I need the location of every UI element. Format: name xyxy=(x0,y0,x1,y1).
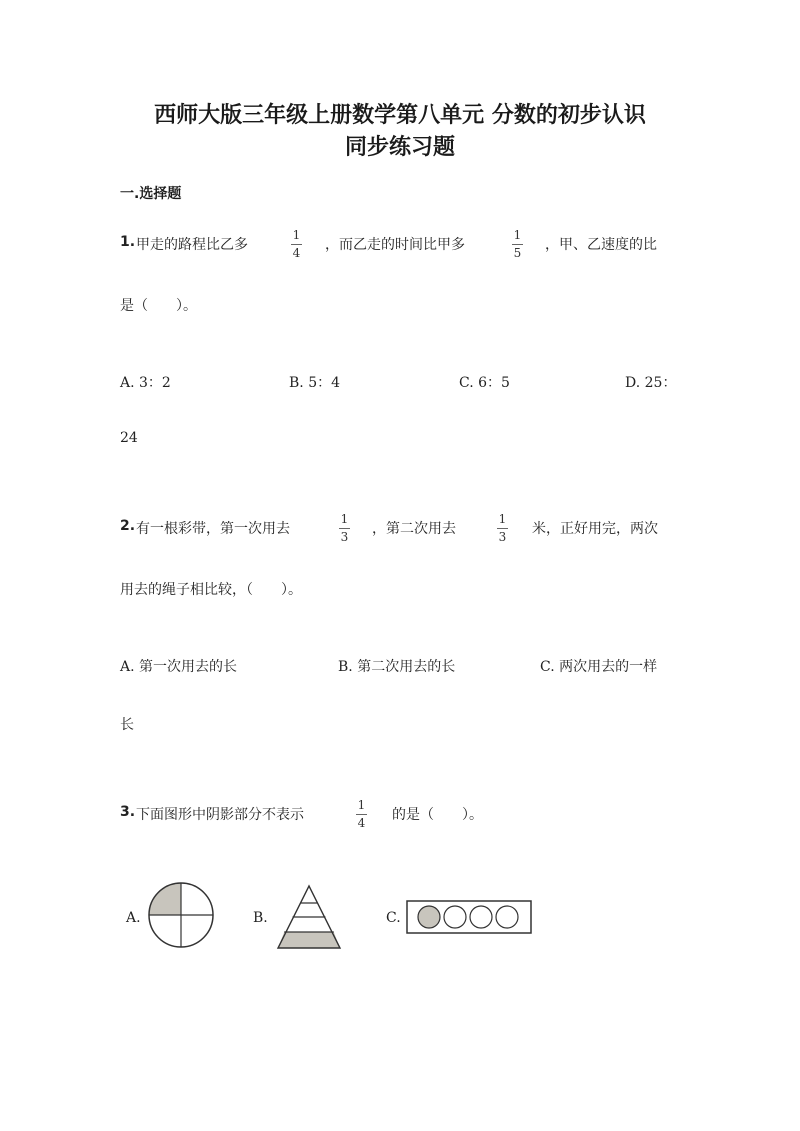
fraction-one-quarter xyxy=(356,798,367,830)
figure-b-label[interactable]: B. xyxy=(253,910,268,926)
option-c[interactable]: C. 两次用去的一样 xyxy=(540,659,658,675)
question-text: 米，正好用完，两次 xyxy=(532,521,658,537)
question-text: ，而乙走的时间比甲多 xyxy=(325,237,465,253)
page-title-line2: 同步练习题 xyxy=(344,135,455,160)
shaded-band xyxy=(278,932,340,948)
figure-a-label[interactable]: A. xyxy=(126,910,141,926)
figure-c-circles[interactable] xyxy=(405,893,533,941)
figure-a-circle[interactable] xyxy=(146,880,216,950)
fraction-one-fifth xyxy=(512,228,523,260)
option-b[interactable]: B. 5：4 xyxy=(289,375,341,391)
fraction-numerator: 1 xyxy=(498,512,507,526)
fraction-one-quarter xyxy=(291,228,302,260)
circle xyxy=(444,906,466,928)
fraction-numerator: 1 xyxy=(513,228,522,242)
question-number: 1. xyxy=(120,234,136,250)
figure-b-triangle[interactable] xyxy=(276,884,342,950)
option-d[interactable]: D. 25： xyxy=(625,375,677,391)
question-text: 的是（ ）。 xyxy=(392,807,483,823)
question-number: 2. xyxy=(120,518,136,534)
page-title-line1: 西师大版三年级上册数学第八单元 分数的初步认识 xyxy=(154,103,646,128)
fraction-bar xyxy=(291,244,302,245)
fraction-bar xyxy=(497,528,508,529)
figure-c-label[interactable]: C. xyxy=(386,910,401,926)
shaded-circle xyxy=(418,906,440,928)
fraction-one-third xyxy=(497,512,508,544)
fraction-numerator: 1 xyxy=(357,798,366,812)
question-text-line2: 用去的绳子相比较，（ ）。 xyxy=(120,582,302,598)
fraction-denominator: 3 xyxy=(498,530,507,544)
fraction-numerator: 1 xyxy=(340,512,349,526)
question-text: 甲走的路程比乙多 xyxy=(136,237,248,253)
option-c[interactable]: C. 6：5 xyxy=(459,375,510,391)
option-a[interactable]: A. 第一次用去的长 xyxy=(120,659,238,675)
fraction-bar xyxy=(512,244,523,245)
option-c-continued: 长 xyxy=(120,717,134,733)
question-text: ，第二次用去 xyxy=(372,521,456,537)
question-text: 下面图形中阴影部分不表示 xyxy=(136,807,304,823)
fraction-denominator: 5 xyxy=(513,246,522,260)
question-text: 有一根彩带，第一次用去 xyxy=(136,521,290,537)
question-text: ，甲、乙速度的比 xyxy=(545,237,657,253)
circle xyxy=(470,906,492,928)
fraction-bar xyxy=(356,814,367,815)
question-text-line2: 是（ ）。 xyxy=(120,298,197,314)
fraction-denominator: 4 xyxy=(292,246,301,260)
fraction-denominator: 3 xyxy=(340,530,349,544)
option-a[interactable]: A. 3：2 xyxy=(120,375,171,391)
fraction-numerator: 1 xyxy=(292,228,301,242)
option-b[interactable]: B. 第二次用去的长 xyxy=(338,659,456,675)
fraction-one-third xyxy=(339,512,350,544)
option-d-continued: 24 xyxy=(120,430,138,446)
fraction-bar xyxy=(339,528,350,529)
question-number: 3. xyxy=(120,804,136,820)
fraction-denominator: 4 xyxy=(357,816,366,830)
circle xyxy=(496,906,518,928)
section-header: 一.选择题 xyxy=(120,186,182,202)
